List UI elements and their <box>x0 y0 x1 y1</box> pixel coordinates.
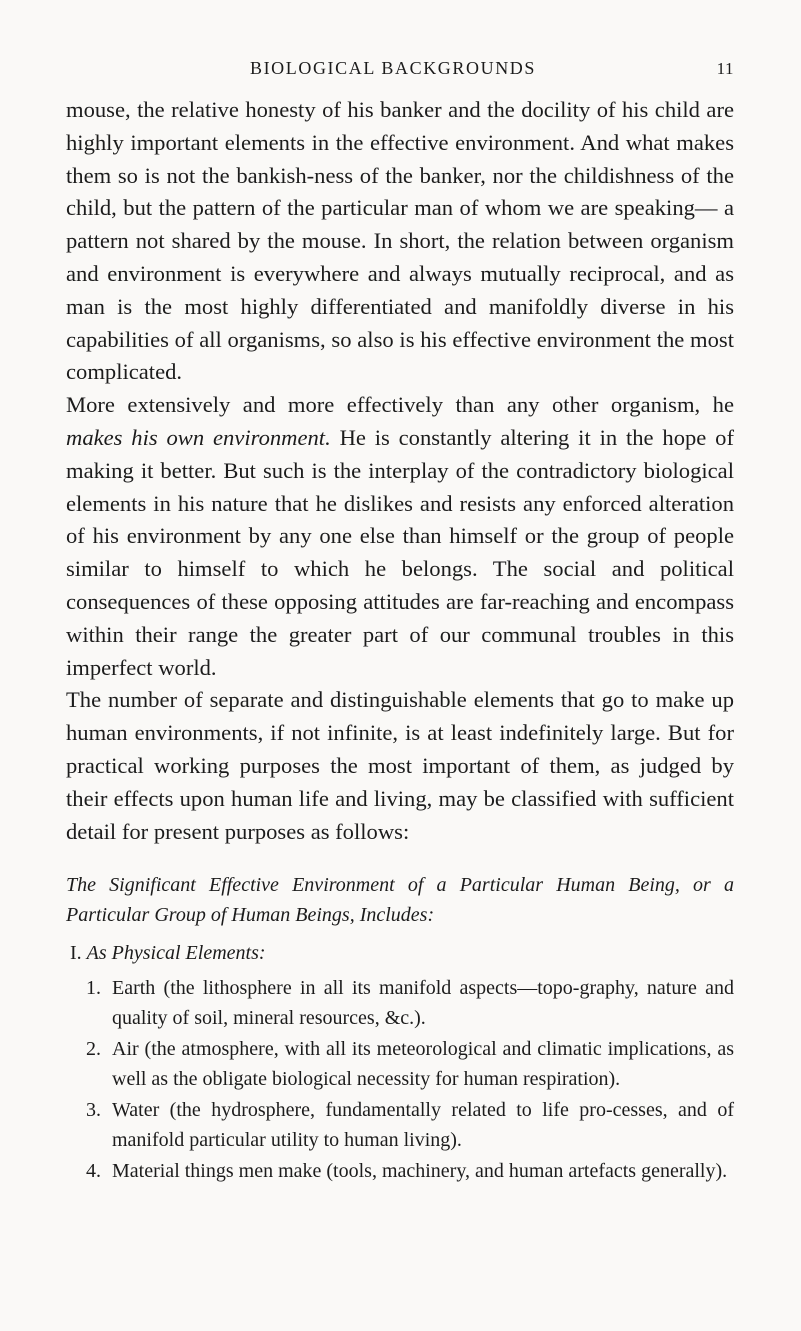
running-head <box>66 58 734 94</box>
paragraph-1: mouse, the relative honesty of his banker and the docility of his child are highly important elements in the effective environment. And what makes them so is not the bankish-ness of the banker, nor the childishness of the child, but the pattern of the particular man of whom we are speaking— a pattern not shared by the mouse. In short, the relation between organism and environment is everywhere and always mutually reciprocal, and as man is the most highly differentiated and manifoldly diverse in his capabilities of all organisms, so also is his effective environment the most complicated. <box>66 97 734 385</box>
physical-elements-list <box>66 974 734 1187</box>
page-number: 11 <box>716 59 734 78</box>
list-item-text: Material things men make (tools, machinery, and human artefacts generally). <box>112 1160 728 1183</box>
section-numeral: I. <box>70 942 82 965</box>
list-item <box>66 974 734 1033</box>
running-title: BIOLOGICAL BACKGROUNDS <box>249 58 537 78</box>
list-item <box>66 1035 734 1094</box>
paragraph-2-emphasis: makes his own environment. <box>66 424 331 450</box>
paragraph-3: The number of separate and distinguishable elements that go to make up human environments, if not infinite, is at least indefinitely large. But for practical working purposes the most important of them, as judged by their effects upon human life and living, may be classified with sufficient detail for present purposes as follows: <box>66 687 734 844</box>
paragraph-2-start: More extensively and more effectively than any other organism, he <box>66 392 734 418</box>
list-item-number: 2. <box>86 1038 101 1061</box>
paragraph-2-rest: He is constantly altering it in the hope of making it better. But such is the interplay of the contradictory biological elements in his nature that he dislikes and resists any enforced alteration of his environment by any one else than himself or the group of people similar to himself to which he belongs. The social and political consequences of these opposing attitudes are far-reaching and encompass within their range the greater part of our communal troubles in this imperfect world. <box>66 424 734 680</box>
paragraph-2 <box>66 389 734 684</box>
list-item-number: 1. <box>86 977 101 1000</box>
list-item-number: 3. <box>86 1099 101 1122</box>
list-caption: The Significant Effective Environment of a Particular Human Being, or a Particular Group of Human Beings, Includes: <box>66 874 734 927</box>
list-item-text: Water (the hydrosphere, fundamentally related to life pro-cesses, and of manifold particular utility to human living). <box>112 1099 734 1151</box>
list-item <box>66 1157 734 1187</box>
section-title: As Physical Elements: <box>86 942 266 965</box>
list-item-text: Air (the atmosphere, with all its meteorological and climatic implications, as well as the obligate biological necessity for human respiration). <box>112 1038 734 1090</box>
list-item-text: Earth (the lithosphere in all its manifold aspects—topo-graphy, nature and quality of soil, mineral resources, &c.). <box>112 977 734 1029</box>
list-item-number: 4. <box>86 1160 101 1183</box>
list-item <box>66 1096 734 1155</box>
section-heading <box>70 938 734 968</box>
book-page <box>66 58 734 1189</box>
